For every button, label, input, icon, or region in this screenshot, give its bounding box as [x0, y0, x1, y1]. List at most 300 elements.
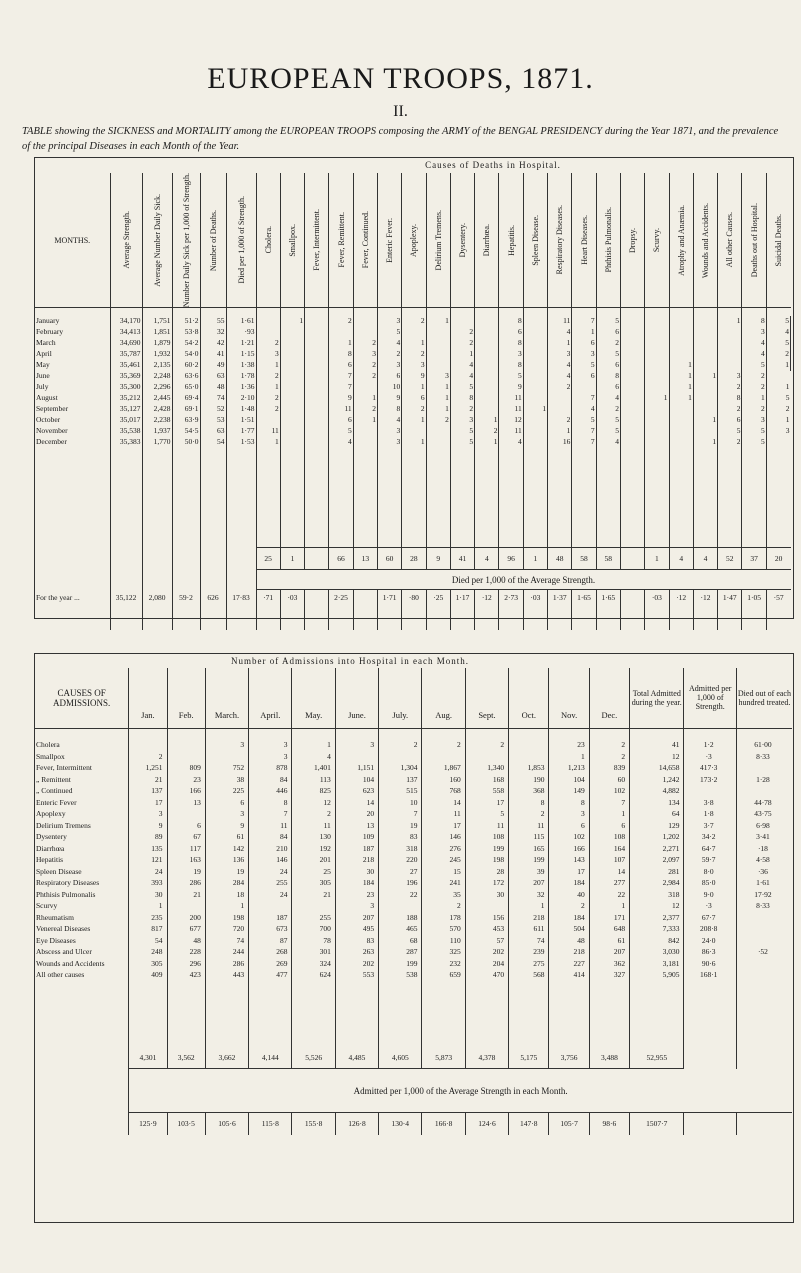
data-cell: 2: [256, 404, 280, 415]
cause-header: [766, 173, 790, 308]
data-cell: 3: [377, 316, 401, 327]
data-cell: [475, 404, 499, 415]
spacer-cell: [589, 982, 629, 1047]
spacer-cell: [142, 606, 172, 630]
column-header-label: Average Number Daily Sick.: [152, 193, 162, 287]
year-cell: ·12: [669, 590, 693, 606]
data-cell: 8·33: [736, 752, 792, 764]
cause-label: Cholera: [36, 740, 60, 749]
data-cell: 5: [572, 415, 596, 426]
cause-label: „ Remittent: [36, 774, 71, 784]
data-cell: 1: [693, 415, 717, 426]
data-cell: [620, 426, 644, 437]
data-cell: 2,428: [142, 404, 172, 415]
table-row: [35, 855, 792, 867]
data-cell: 6: [572, 338, 596, 349]
data-cell: 5: [596, 415, 620, 426]
data-cell: [693, 393, 717, 404]
data-cell: [620, 382, 644, 393]
data-cell: 3: [572, 349, 596, 360]
data-cell: 9: [329, 393, 353, 404]
data-cell: 11: [292, 821, 335, 833]
total-cell: 52: [718, 548, 742, 570]
data-cell: 8: [499, 338, 523, 349]
data-cell: 2: [426, 415, 450, 426]
data-cell: [280, 426, 304, 437]
table-row: [35, 316, 792, 327]
data-cell: 60·2: [172, 360, 200, 371]
table-row: [35, 936, 792, 948]
spacer-cell: [548, 606, 572, 630]
table-row: [35, 821, 792, 833]
spacer-cell: [523, 448, 547, 548]
data-cell: [669, 437, 693, 448]
data-cell: 2·10: [226, 393, 256, 404]
data-cell: 244: [205, 947, 248, 959]
spacer-cell: [572, 606, 596, 630]
data-cell: 227: [549, 959, 589, 971]
data-cell: 2: [548, 415, 572, 426]
blank-cell: [35, 1113, 129, 1135]
spacer-cell: [475, 448, 499, 548]
cause-label: Dysentery: [36, 832, 67, 841]
spacer-cell: [379, 728, 422, 740]
spacer-cell: [742, 308, 766, 316]
totals-row: [35, 548, 792, 570]
year-cell: 17·83: [226, 590, 256, 606]
blank-cell: [35, 1069, 129, 1113]
data-cell: 164: [589, 844, 629, 856]
table-row: [35, 809, 792, 821]
data-cell: 3: [549, 809, 589, 821]
died-per-1000-note: Died per 1,000 of the Average Strength.: [256, 570, 791, 590]
spacer-cell: [292, 982, 335, 1047]
data-cell: 6: [402, 393, 426, 404]
spacer-cell: [669, 308, 693, 316]
table-row: [35, 924, 792, 936]
data-cell: 1: [548, 338, 572, 349]
data-cell: 4: [548, 360, 572, 371]
month-label: February: [36, 326, 64, 336]
cause-label: Delirium Tremens: [36, 820, 91, 830]
data-cell: 6·98: [736, 821, 792, 833]
data-cell: 39: [509, 867, 549, 879]
data-cell: 196: [379, 878, 422, 890]
blank-cell: [736, 1047, 792, 1069]
data-cell: 135: [129, 844, 167, 856]
total-cell: 3,756: [549, 1047, 589, 1069]
data-cell: 61: [589, 936, 629, 948]
data-cell: 198: [205, 913, 248, 925]
data-cell: 19: [167, 867, 205, 879]
column-header-label: Number Daily Sick per 1,000 of Strength.: [181, 173, 191, 308]
data-cell: 6: [589, 821, 629, 833]
causes-of-deaths-heading: Causes of Deaths in Hospital.: [425, 160, 561, 170]
total-cell: 37: [742, 548, 766, 570]
data-cell: [475, 327, 499, 338]
data-cell: 1,932: [142, 349, 172, 360]
data-cell: 204: [465, 959, 508, 971]
cause-label: Respiratory Diseases: [36, 878, 100, 887]
spacer-cell: [718, 606, 742, 630]
data-cell: 255: [292, 913, 335, 925]
data-cell: 3: [256, 349, 280, 360]
month-label: October: [36, 414, 61, 424]
spacer-cell: [402, 606, 426, 630]
data-cell: 1,937: [142, 426, 172, 437]
data-cell: 11: [422, 809, 465, 821]
data-cell: 3: [450, 415, 474, 426]
data-cell: 63·9: [172, 415, 200, 426]
data-cell: 165: [509, 844, 549, 856]
data-cell: 3·7: [684, 821, 736, 833]
blank-cell: [35, 570, 110, 590]
data-cell: 1,853: [509, 763, 549, 775]
data-cell: ·3: [684, 752, 736, 764]
blank-cell: [684, 1113, 736, 1135]
table-row: [35, 832, 792, 844]
data-cell: [523, 316, 547, 327]
spacer-cell: [718, 308, 742, 316]
data-cell: 1·28: [736, 775, 792, 787]
admissions-heading: Number of Admissions into Hospital in each Month.: [231, 656, 469, 666]
data-cell: 5: [450, 437, 474, 448]
data-cell: [620, 415, 644, 426]
spacer-cell: [509, 728, 549, 740]
data-cell: 168·1: [684, 970, 736, 982]
spacer-cell: [305, 606, 329, 630]
data-cell: 200: [167, 913, 205, 925]
data-cell: 2: [422, 740, 465, 752]
data-cell: 276: [422, 844, 465, 856]
data-cell: [353, 382, 377, 393]
data-cell: 104: [335, 775, 378, 787]
data-cell: 4: [499, 437, 523, 448]
data-cell: [426, 360, 450, 371]
data-cell: 13: [335, 821, 378, 833]
data-cell: 255: [249, 878, 292, 890]
data-cell: 18: [205, 890, 248, 902]
month-header: April.: [249, 668, 292, 728]
data-cell: 16: [548, 437, 572, 448]
data-cell: 202: [465, 947, 508, 959]
cause-header: [256, 173, 280, 308]
year-cell: 626: [200, 590, 226, 606]
data-cell: 102: [549, 832, 589, 844]
data-cell: 166: [549, 844, 589, 856]
spacer-cell: [450, 308, 474, 316]
table-row: [35, 947, 792, 959]
spacer-cell: [475, 308, 499, 316]
data-cell: 156: [465, 913, 508, 925]
data-cell: 1,770: [142, 437, 172, 448]
table-row: [35, 763, 792, 775]
data-cell: 63: [200, 371, 226, 382]
causes-header: CAUSES OF ADMISSIONS.: [35, 668, 129, 728]
data-cell: 28: [465, 867, 508, 879]
data-cell: 1·2: [684, 740, 736, 752]
data-cell: [475, 360, 499, 371]
spacer-cell: [110, 448, 142, 548]
data-cell: 768: [422, 786, 465, 798]
total-cell: 96: [499, 548, 523, 570]
data-cell: 4: [596, 437, 620, 448]
data-cell: [280, 371, 304, 382]
data-cell: 878: [249, 763, 292, 775]
year-cell: [305, 590, 329, 606]
data-cell: 207: [335, 913, 378, 925]
total-cell: 28: [402, 548, 426, 570]
data-cell: [669, 316, 693, 327]
data-cell: 107: [589, 855, 629, 867]
data-cell: 9: [205, 821, 248, 833]
spacer-cell: [549, 728, 589, 740]
cause-header: [353, 173, 377, 308]
total-cell: 4,485: [335, 1047, 378, 1069]
spacer-cell: [226, 448, 256, 548]
data-cell: 752: [205, 763, 248, 775]
data-cell: 825: [292, 786, 335, 798]
data-cell: [353, 437, 377, 448]
data-cell: 1: [256, 382, 280, 393]
cause-header-label: Delirium Tremens.: [433, 209, 443, 271]
data-cell: 35,017: [110, 415, 142, 426]
cause-label: Phthisis Pulmonalis: [36, 889, 96, 899]
data-cell: 7,333: [630, 924, 684, 936]
data-cell: 3: [742, 327, 766, 338]
month-label: April: [36, 348, 52, 358]
table-row: [35, 349, 792, 360]
data-cell: 4: [450, 371, 474, 382]
data-cell: 8: [499, 360, 523, 371]
data-cell: 465: [379, 924, 422, 936]
data-cell: 218: [509, 913, 549, 925]
data-cell: [353, 426, 377, 437]
spacer-cell: [292, 728, 335, 740]
spacer-cell: [548, 448, 572, 548]
data-cell: 269: [249, 959, 292, 971]
data-cell: 1: [205, 901, 248, 913]
data-cell: 1: [523, 404, 547, 415]
spacer-cell: [422, 982, 465, 1047]
data-cell: [256, 415, 280, 426]
data-cell: 2: [256, 338, 280, 349]
data-cell: 210: [249, 844, 292, 856]
spacer-cell: [475, 606, 499, 630]
cause-header-label: Cholera.: [263, 226, 273, 254]
data-cell: [280, 349, 304, 360]
data-cell: 5: [465, 809, 508, 821]
data-cell: 3·41: [736, 832, 792, 844]
data-cell: 1: [450, 349, 474, 360]
year-cell: ·25: [426, 590, 450, 606]
data-cell: [523, 393, 547, 404]
data-cell: 570: [422, 924, 465, 936]
data-cell: [280, 393, 304, 404]
cause-label: Enteric Fever: [36, 797, 77, 807]
spacer-cell: [596, 606, 620, 630]
spacer-cell: [426, 606, 450, 630]
spacer-cell: [167, 982, 205, 1047]
cause-header-label: All other Causes.: [725, 212, 735, 268]
spacer-cell: [379, 982, 422, 1047]
data-cell: 6: [499, 327, 523, 338]
month-label: September: [36, 403, 69, 413]
blank-cell: [110, 548, 142, 570]
data-cell: [669, 426, 693, 437]
data-cell: [523, 426, 547, 437]
data-cell: [620, 349, 644, 360]
data-cell: 284: [205, 878, 248, 890]
data-cell: 168: [465, 775, 508, 787]
cause-header: [450, 173, 474, 308]
data-cell: 1,304: [379, 763, 422, 775]
data-cell: 6: [596, 382, 620, 393]
spacer-cell: [226, 606, 256, 630]
column-header-label: Number of Deaths.: [208, 209, 218, 271]
spacer-cell: [377, 606, 401, 630]
data-cell: 504: [549, 924, 589, 936]
spacer-cell: [450, 448, 474, 548]
data-cell: 2: [256, 393, 280, 404]
year-cell: ·12: [475, 590, 499, 606]
data-cell: 1: [353, 393, 377, 404]
data-cell: 2: [589, 752, 629, 764]
data-cell: 2: [422, 901, 465, 913]
data-cell: 239: [509, 947, 549, 959]
data-cell: 538: [379, 970, 422, 982]
data-cell: 146: [249, 855, 292, 867]
blank-cell: [200, 548, 226, 570]
data-cell: [305, 415, 329, 426]
data-cell: 3: [129, 809, 167, 821]
data-cell: 5: [742, 426, 766, 437]
data-cell: 149: [549, 786, 589, 798]
data-cell: 11: [509, 821, 549, 833]
data-cell: 624: [292, 970, 335, 982]
total-admitted-header: Total Admitted during the year.: [630, 668, 684, 728]
spacer-cell: [35, 606, 110, 630]
total-cell: 41: [450, 548, 474, 570]
data-cell: 842: [630, 936, 684, 948]
total-cell: 3,662: [205, 1047, 248, 1069]
data-cell: 318: [630, 890, 684, 902]
spacer-cell: [630, 728, 684, 740]
data-cell: 192: [292, 844, 335, 856]
data-cell: [205, 752, 248, 764]
per-month-cell: 126·8: [335, 1113, 378, 1135]
data-cell: [620, 327, 644, 338]
data-cell: 30: [335, 867, 378, 879]
data-cell: 64: [630, 809, 684, 821]
data-cell: 2: [718, 382, 742, 393]
year-cell: 1·05: [742, 590, 766, 606]
month-label: August: [36, 392, 58, 402]
spacer-cell: [620, 448, 644, 548]
data-cell: 7: [572, 426, 596, 437]
spacer-cell: [172, 606, 200, 630]
data-cell: 136: [205, 855, 248, 867]
data-cell: 3: [718, 371, 742, 382]
data-cell: 648: [589, 924, 629, 936]
per-month-cell: 115·8: [249, 1113, 292, 1135]
cause-header-label: Suicidal Deaths.: [774, 213, 784, 267]
year-cell: ·80: [402, 590, 426, 606]
data-cell: 2: [353, 371, 377, 382]
spacer-cell: [256, 308, 280, 316]
data-cell: [718, 360, 742, 371]
data-cell: 51·2: [172, 316, 200, 327]
year-cell: ·03: [645, 590, 669, 606]
data-cell: 232: [422, 959, 465, 971]
month-label: July: [36, 381, 49, 391]
data-cell: [645, 327, 669, 338]
data-cell: 4: [548, 327, 572, 338]
column-header: [226, 173, 256, 308]
per-month-cell: 105·6: [205, 1113, 248, 1135]
data-cell: [167, 901, 205, 913]
data-cell: 8: [549, 798, 589, 810]
data-cell: 2,271: [630, 844, 684, 856]
data-cell: 1,151: [335, 763, 378, 775]
data-cell: ·52: [736, 947, 792, 959]
data-cell: 86·3: [684, 947, 736, 959]
cause-header-label: Respiratory Diseases.: [555, 205, 565, 275]
data-cell: [475, 382, 499, 393]
data-cell: 393: [129, 878, 167, 890]
data-cell: 146: [422, 832, 465, 844]
total-cell: 3,488: [589, 1047, 629, 1069]
data-cell: 1: [572, 327, 596, 338]
cause-header: [280, 173, 304, 308]
data-cell: 6: [329, 360, 353, 371]
data-cell: [475, 393, 499, 404]
data-cell: 7: [589, 798, 629, 810]
table-row: [35, 415, 792, 426]
data-cell: 558: [465, 786, 508, 798]
data-cell: 700: [292, 924, 335, 936]
month-header: May.: [292, 668, 335, 728]
data-cell: [693, 349, 717, 360]
data-cell: 15: [422, 867, 465, 879]
data-cell: 1: [589, 809, 629, 821]
data-cell: 1: [693, 371, 717, 382]
spacer-cell: [766, 606, 790, 630]
data-cell: 61·00: [736, 740, 792, 752]
data-cell: 23: [167, 775, 205, 787]
data-cell: [645, 382, 669, 393]
table-row: [35, 437, 792, 448]
data-cell: 1,251: [129, 763, 167, 775]
spacer-cell: [684, 728, 736, 740]
cause-header: [329, 173, 353, 308]
data-cell: [693, 382, 717, 393]
spacer-cell: [549, 982, 589, 1047]
data-cell: 83: [335, 936, 378, 948]
data-cell: [129, 740, 167, 752]
data-cell: 24: [249, 867, 292, 879]
table-row: [35, 890, 792, 902]
data-cell: 57: [465, 936, 508, 948]
data-cell: 1,867: [422, 763, 465, 775]
data-cell: 318: [379, 844, 422, 856]
data-cell: 199: [465, 844, 508, 856]
data-cell: 5: [450, 426, 474, 437]
data-cell: 63·6: [172, 371, 200, 382]
month-header: Feb.: [167, 668, 205, 728]
data-cell: 207: [589, 947, 629, 959]
data-cell: 11: [548, 316, 572, 327]
